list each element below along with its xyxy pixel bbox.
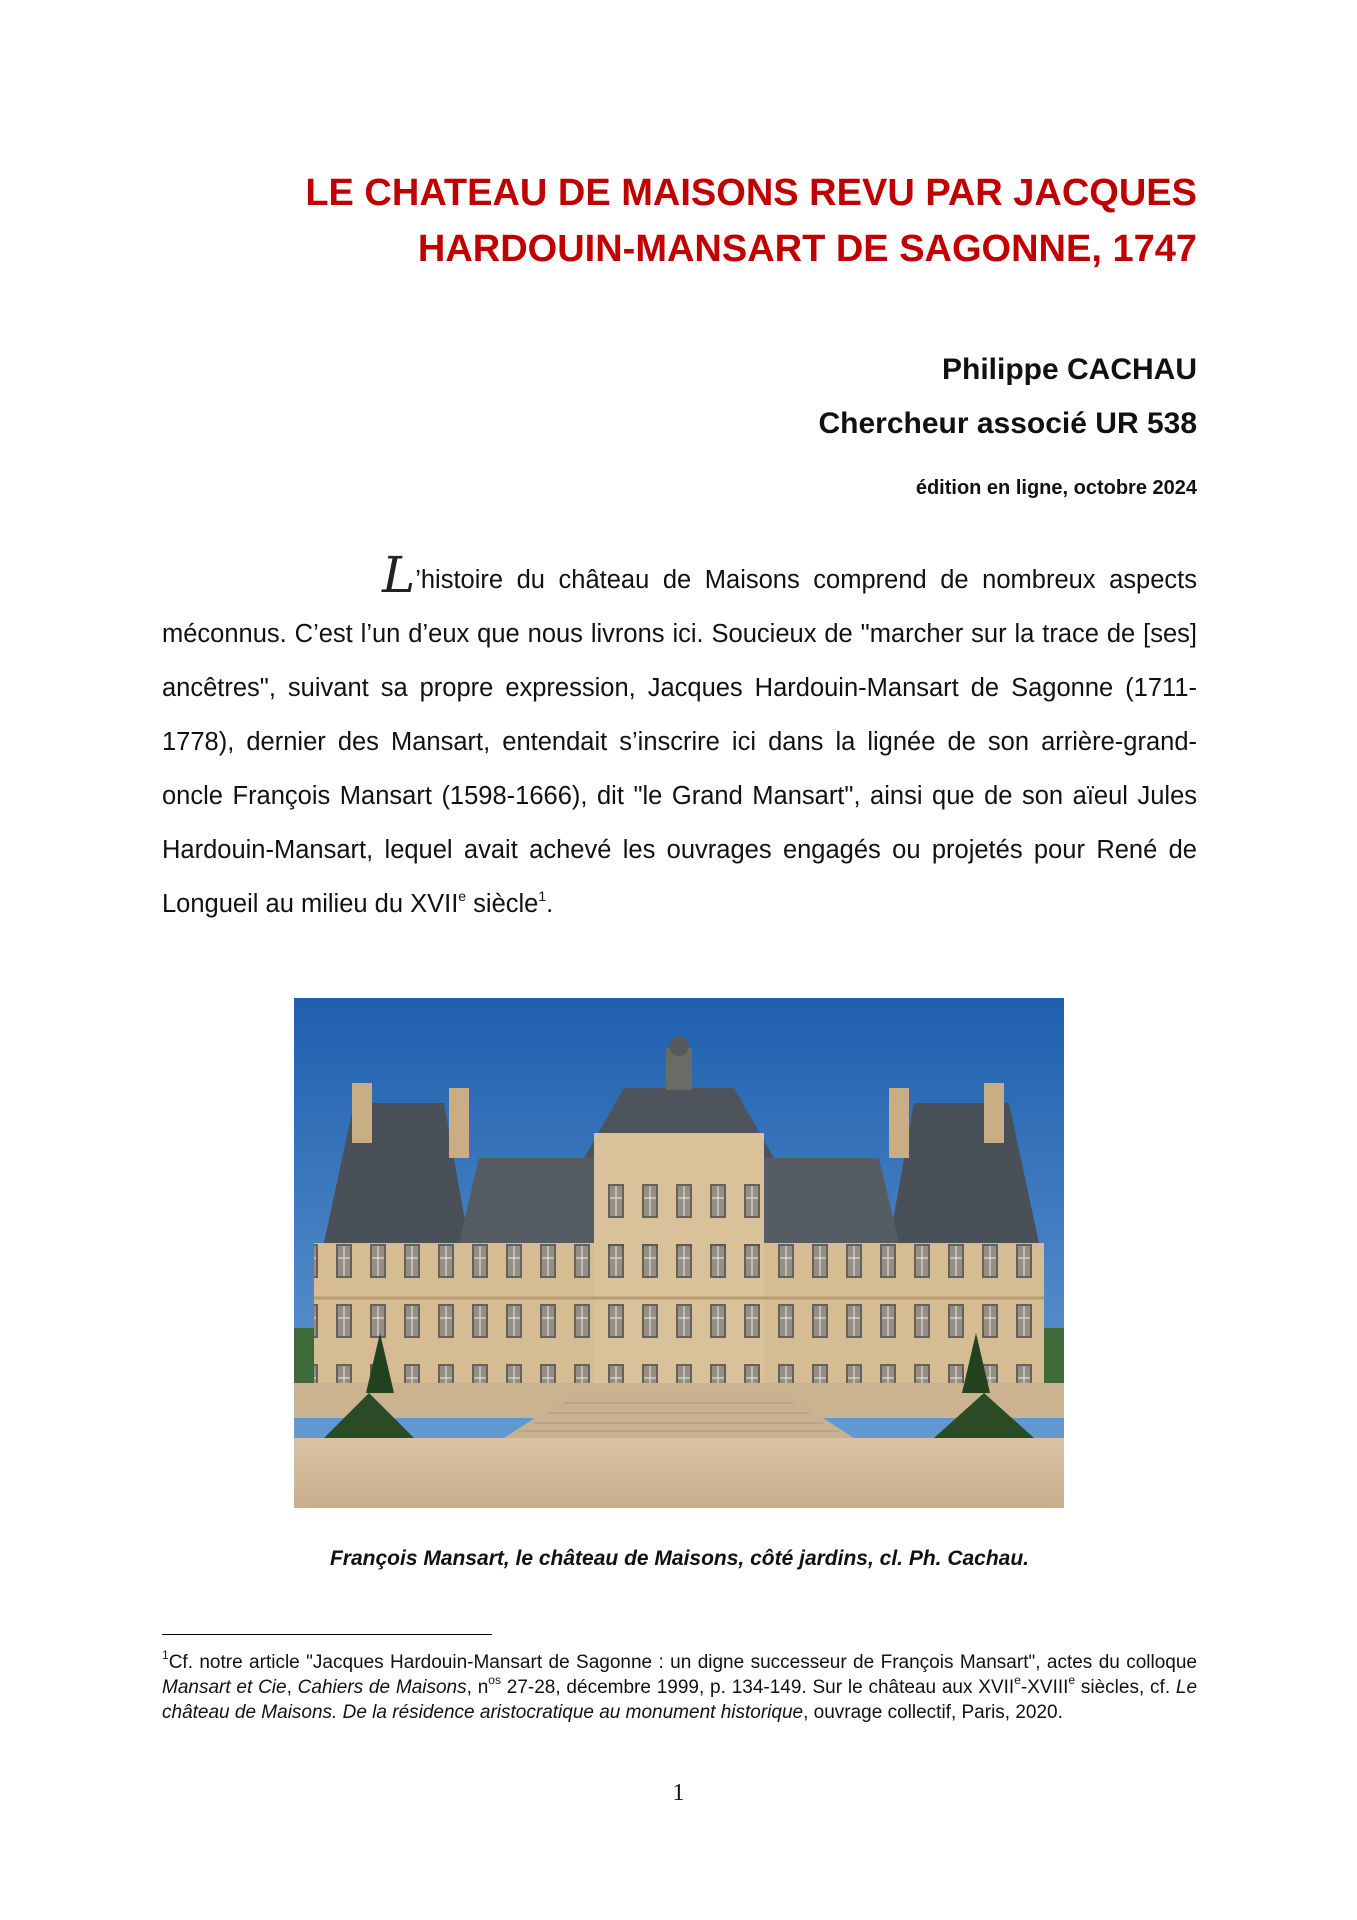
body-text-3: . (546, 890, 554, 918)
drop-cap: L (382, 546, 416, 604)
chateau-photo (294, 998, 1064, 1508)
footnote-text (162, 1647, 1198, 1725)
footnote-superscript: e (1014, 1672, 1021, 1687)
footnote-superscript: os (488, 1672, 501, 1687)
page-number: 1 (672, 1780, 685, 1806)
century-superscript: e (458, 887, 467, 904)
edition-note: édition en ligne, octobre 2024 (915, 477, 1197, 499)
title-line-2: HARDOUIN-MANSART DE SAGONNE, 1747 (417, 228, 1197, 270)
body-paragraph (162, 546, 1197, 931)
author-block (818, 343, 1197, 451)
footnote-separator (162, 1634, 492, 1635)
footnote-italic: Cahiers de Maisons (297, 1677, 467, 1698)
author-name: Philippe CACHAU (942, 353, 1197, 386)
footnote-superscript: e (1068, 1672, 1076, 1687)
footnote-part: , (286, 1677, 298, 1698)
footnote-part: 27-28, décembre 1999, p. 134-149. Sur le château aux XVII (500, 1677, 1015, 1698)
photo-caption: François Mansart, le château de Maisons, côté jardins, cl. Ph. Cachau. (329, 1547, 1030, 1570)
footnote-number: 1 (162, 1647, 169, 1662)
footnote-part: Cf. notre article "Jacques Hardouin-Mansart de Sagonne : un digne successeur de François Mansart", actes du colloque (168, 1652, 1197, 1673)
document-title (197, 165, 1197, 277)
footnote-italic: Le château de Maisons. De la résidence aristocratique au monument historique (162, 1677, 1198, 1723)
body-text-1: ’histoire du château de Maisons comprend de nombreux aspects méconnus. C’est l’un d’eux que nous livrons ici. Soucieux de "marcher sur la trace de [ses] ancêtres", suivant sa propre expression, Jacques Hardouin-Mansart de Sagonne (1711-1778), dernier des Mansart, entendait s’inscrire ici dans la lignée de son arrière-grand-oncle François Mansart (1598-1666), dit "le Grand Mansart", ainsi que de son aïeul Jules Hardouin-Mansart, lequel avait achevé les ouvrages engagés ou projetés pour René de Longueil au milieu du XVII (162, 566, 1197, 918)
body-text-2: siècle (466, 890, 539, 918)
footnote-part: -XVIII (1020, 1677, 1069, 1698)
footnote-part: , n (466, 1677, 489, 1698)
footnote-part: , ouvrage collectif, Paris, 2020. (803, 1702, 1063, 1723)
footnote-part: siècles, cf. (1075, 1677, 1176, 1698)
footnote-italic: Mansart et Cie (162, 1677, 287, 1698)
footnote-reference[interactable]: 1 (538, 887, 547, 904)
title-line-1: LE CHATEAU DE MAISONS REVU PAR JACQUES (305, 172, 1197, 214)
author-affiliation: Chercheur associé UR 538 (818, 407, 1197, 440)
